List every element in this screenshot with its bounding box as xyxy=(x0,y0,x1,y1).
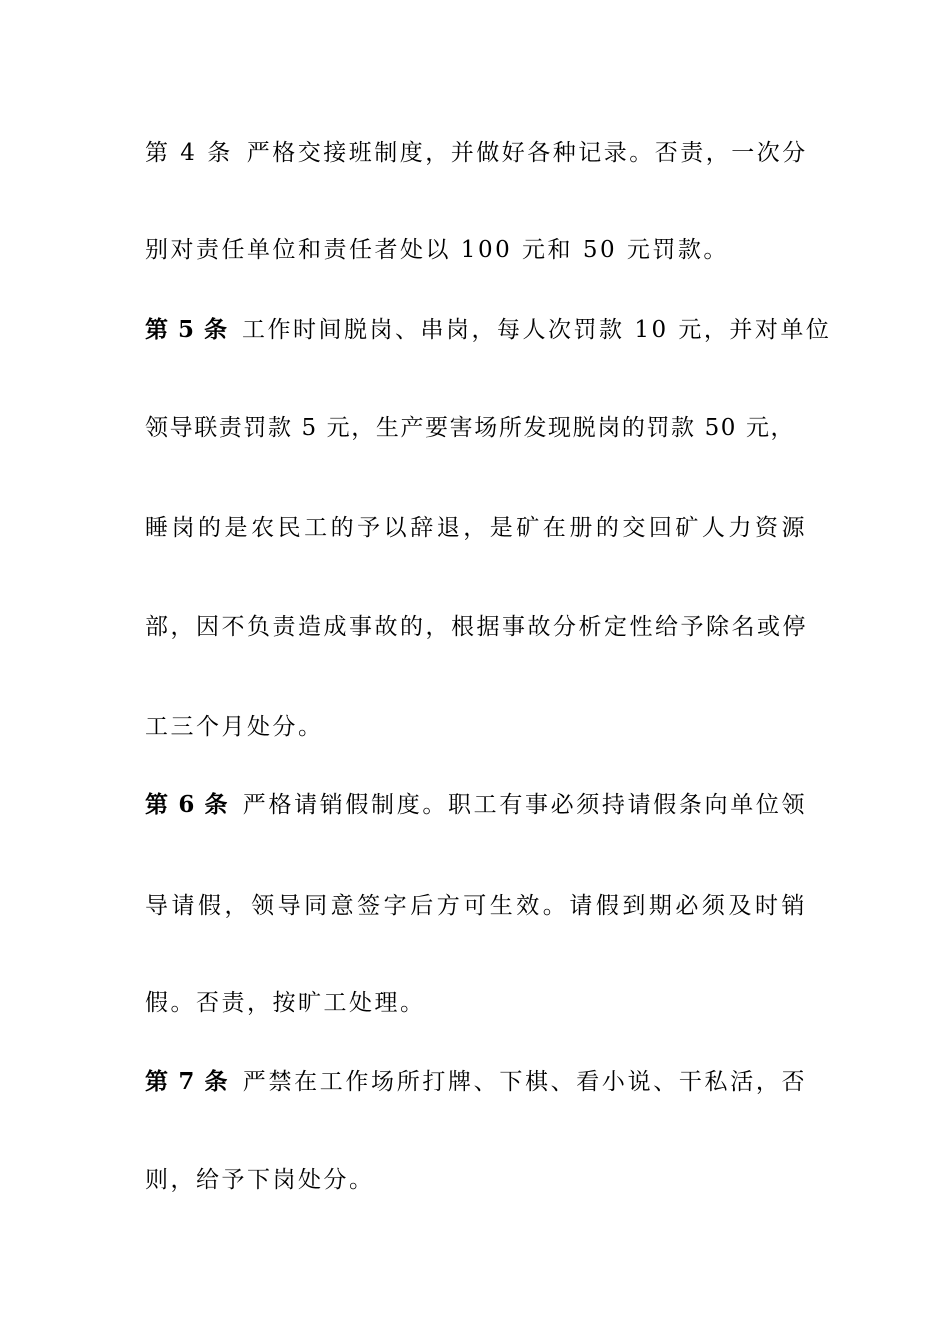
article-4-label: 第 4 条 xyxy=(145,140,233,166)
article-5-line-2 xyxy=(145,412,807,444)
article-4-text-line-2: 别对责任单位和责任者处以 100 元和 50 元罚款。 xyxy=(145,237,729,263)
article-4-text-line-1: 严格交接班制度，并做好各种记录。否责，一次分 xyxy=(246,140,808,166)
article-7-text-line-1: 严禁在工作场所打牌、下棋、看小说、干私活，否 xyxy=(242,1069,807,1095)
article-4-line-1 xyxy=(145,137,807,169)
article-5-line-1 xyxy=(145,314,832,346)
article-5-line-3 xyxy=(145,512,807,544)
article-6-line-3 xyxy=(145,987,807,1019)
article-6-text-line-1: 严格请销假制度。职工有事必须持请假条向单位领 xyxy=(242,792,807,818)
article-4-line-2 xyxy=(145,234,807,266)
article-7-label: 第 7 条 xyxy=(145,1068,229,1095)
article-6-label: 第 6 条 xyxy=(145,791,229,818)
article-5-line-5 xyxy=(145,711,807,743)
article-6-line-2 xyxy=(145,890,807,922)
article-5-text-line-5: 工三个月处分。 xyxy=(145,714,324,740)
article-5-text-line-4: 部，因不负责造成事故的，根据事故分析定性给予除名或停 xyxy=(145,614,808,640)
article-5-text-line-2: 领导联责罚款 5 元，生产要害场所发现脱岗的罚款 50 元， xyxy=(145,415,796,441)
article-7-line-1 xyxy=(145,1066,807,1098)
article-6-line-1 xyxy=(145,789,807,821)
article-6-text-line-2: 导请假，领导同意签字后方可生效。请假到期必须及时销 xyxy=(145,893,807,919)
article-7-line-2 xyxy=(145,1164,807,1196)
article-5-line-4 xyxy=(145,611,807,643)
article-5-text-line-3: 睡岗的是农民工的予以辞退，是矿在册的交回矿人力资源 xyxy=(145,515,807,541)
article-6-text-line-3: 假。否责，按旷工处理。 xyxy=(145,990,426,1016)
article-7-text-line-2: 则，给予下岗处分。 xyxy=(145,1167,375,1193)
article-5-text-line-1: 工作时间脱岗、串岗，每人次罚款 10 元，并对单位 xyxy=(242,317,832,343)
article-5-label: 第 5 条 xyxy=(145,316,229,343)
